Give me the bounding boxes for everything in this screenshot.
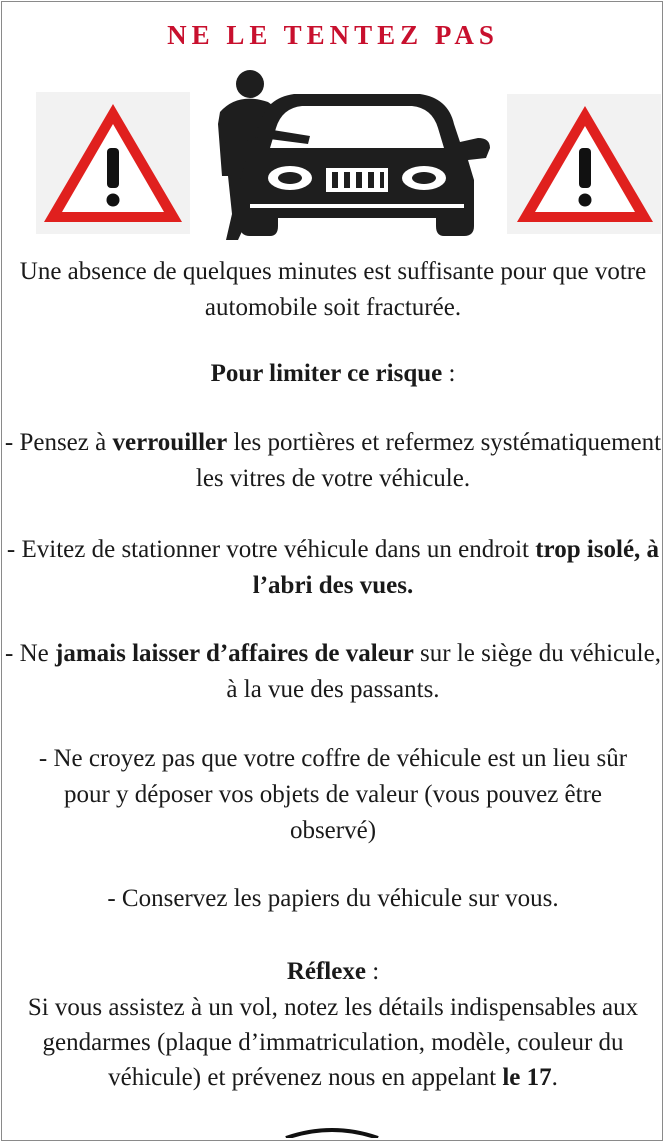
limit-heading — [2, 356, 664, 392]
reflex-text-end: . — [551, 1064, 558, 1091]
tip-parking — [2, 532, 664, 604]
tip-text: - Conservez les papiers du véhicule sur vous. — [107, 885, 559, 912]
car-break-in-illustration — [198, 64, 500, 242]
reflex-heading-bold: Réflexe — [286, 958, 366, 985]
reflex-heading — [2, 954, 664, 990]
tip-bold: verrouiller — [112, 429, 228, 456]
tip-bold: jamais laisser d’affaires de valeur — [55, 640, 414, 667]
limit-heading-bold: Pour limiter ce risque — [210, 360, 443, 387]
hero-illustrations — [2, 64, 664, 244]
warning-triangle-icon — [36, 92, 190, 234]
emergency-number: le 17 — [502, 1064, 552, 1091]
decorative-arc — [282, 1124, 382, 1138]
reflex-heading-rest: : — [365, 958, 380, 985]
tip-lock — [2, 425, 664, 497]
tip-bold: trop isolé, à l’abri des vues. — [252, 536, 660, 599]
tip-text: - Pensez à — [4, 429, 113, 456]
tip-trunk — [18, 741, 648, 849]
tip-text: - Ne croyez pas que votre coffre de véhicule est un lieu sûr pour y déposer vos objets de valeur (vous pouvez être observé) — [38, 745, 628, 844]
tip-text: - Evitez de stationner votre véhicule dans un endroit — [6, 536, 536, 563]
tip-text: sur le siège du véhicule, à la vue des passants. — [226, 640, 661, 703]
tip-text: - Ne — [5, 640, 56, 667]
reflex-text — [2, 990, 664, 1095]
limit-heading-rest: : — [442, 360, 456, 387]
poster-title: NE LE TENTEZ PAS — [167, 20, 499, 50]
tip-text: les portières et refermez systématiquement les vitres de votre véhicule. — [195, 429, 662, 492]
warning-triangle-icon — [507, 94, 661, 234]
intro-text: Une absence de quelques minutes est suffisante pour que votre automobile soit fracturée. — [19, 258, 647, 321]
reflex-text-body: Si vous assistez à un vol, notez les détails indispensables aux gendarmes (plaque d’immatriculation, modèle, couleur du véhicule) et prévenez nous en appelant — [27, 994, 639, 1091]
tip-valuables — [2, 636, 664, 708]
tip-papers — [2, 881, 664, 917]
poster-sheet — [1, 1, 663, 1141]
